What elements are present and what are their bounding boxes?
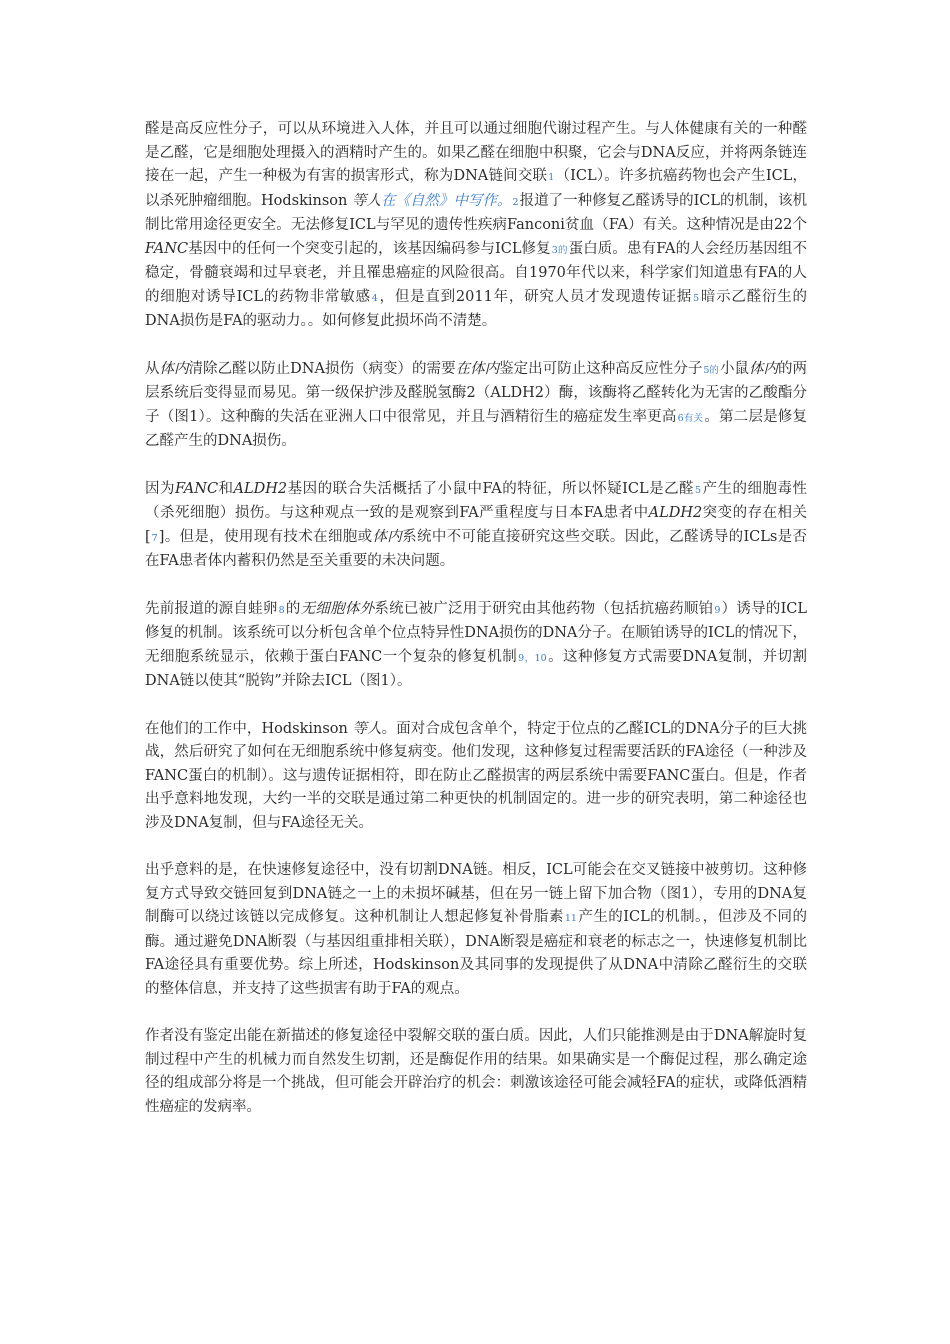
journal-link[interactable]: 在《自然》中写作。	[381, 192, 512, 209]
reference-marker[interactable]: 11	[564, 913, 577, 924]
reference-marker[interactable]: 8	[278, 604, 285, 616]
reference-marker[interactable]: 3的	[551, 244, 568, 256]
italic-term: FANC	[145, 240, 189, 257]
reference-marker[interactable]: 5	[693, 292, 700, 304]
italic-term: FANC	[174, 480, 219, 497]
reference-marker[interactable]: 6有关	[677, 412, 704, 424]
text-run: 。这种修复方式需要DNA复制，并切割DNA链以使其“脱钩”并除去ICL（图1）。	[145, 648, 807, 689]
italic-term: ALDH2	[233, 480, 288, 497]
article-body	[145, 118, 807, 1143]
italic-term: 无细胞体外	[300, 600, 375, 617]
text-run: 系统已被广泛用于研究由其他药物（包括抗癌药顺铂	[374, 600, 714, 617]
italic-term: ALDH2	[648, 505, 703, 521]
text-run: 在他们的工作中，Hodskinson	[145, 720, 353, 737]
text-run: 。第二层是修复乙醛产生的DNA损伤。	[145, 408, 808, 449]
article-paragraph	[145, 118, 807, 334]
text-run: 和	[218, 480, 234, 497]
text-run: 醛是高反应性分子，可以从环境进入人体，并且可以通过细胞代谢过程产生。与人体健康有关的一种醛是乙醛，它是细胞处理摄入的酒精时产生的。如果乙醛在细胞中积聚，它会与DNA反应，并将两条链连接在一起，产生一种极为有害的损害形式，称为DNA链间交联	[145, 121, 807, 184]
reference-marker[interactable]: 9	[714, 604, 721, 616]
article-paragraph	[145, 859, 807, 1001]
article-paragraph	[145, 718, 807, 836]
text-run: 产生的细胞毒性（杀死细胞）损伤。与这种观点一致的是观察到FA严重程度与日本FA患者中	[145, 480, 808, 521]
text-run: 基因的联合失活概括了小鼠中FA的特征，所以怀疑ICL是乙醛	[287, 480, 695, 497]
italic-term: 等人	[352, 720, 382, 737]
reference-marker[interactable]: 2	[512, 196, 519, 208]
text-run: 小鼠	[719, 360, 749, 377]
text-run: 。面对合成包含单个，特定于位点的乙醛ICL的DNA分子的巨大挑战，然后研究了如何在无细胞系统中修复病变。他们发现，这种修复过程需要活跃的FA途径（一种涉及FANC蛋白的机制）。这与遗传证据相符，即在防止乙醛损害的两层系统中需要FANC蛋白。但是，作者出乎意料地发现，大约一半的交联是通过第二种更快的机制固定的。进一步的研究表明，第二种途径也涉及DNA复制，但与FA途径无关。	[145, 720, 808, 831]
text-run: 报道了一种修复乙醛诱导的ICL的机制，该机制比常用途径更安全。无法修复ICL与罕见的遗传性疾病Fanconi贫血（FA）有关。这种情况是由22个	[145, 192, 808, 233]
italic-term: 体内	[748, 360, 778, 377]
article-paragraph	[145, 1025, 807, 1119]
article-paragraph	[145, 478, 807, 574]
text-run: ]。但是，使用现有技术在细胞或	[158, 528, 373, 545]
text-run: 因为	[145, 480, 175, 497]
text-run: 的两层系统后变得显而易见。第一级保护涉及醛脱氢酶2（ALDH2）酶，该酶将乙醛转化为无害的乙酸酯分子（图1）。这种酶的失活在亚洲人口中很常见，并且与酒精衍生的癌症发生率更高	[145, 360, 808, 425]
article-paragraph	[145, 598, 807, 694]
reference-marker[interactable]: 7	[151, 532, 158, 544]
italic-term: 在体内	[455, 360, 500, 377]
italic-term: 体内	[372, 528, 403, 545]
italic-term: 体内	[159, 360, 189, 377]
text-run: 蛋白质。患有FA的人会经历基因组不稳定，骨髓衰竭和过早衰老，并且罹患癌症的风险很高。自1970年代以来，科学家们知道患有FA的人的细胞对诱导ICL的药物非常敏感	[145, 240, 808, 305]
reference-marker[interactable]: 5的	[703, 364, 719, 376]
text-run: ）诱导的ICL修复的机制。该系统可以分析包含单个位点特异性DNA损伤的DNA分子。在顺铂诱导的ICL的情况下，无细胞系统显示，依赖于蛋白FANC一个复杂的修复机制	[145, 600, 808, 665]
reference-marker[interactable]: 5	[695, 484, 702, 496]
article-paragraph	[145, 358, 807, 454]
text-run: （ICL）。许多抗癌药物也会产生ICL，以杀死肿瘤细胞。Hodskinson	[145, 168, 807, 209]
text-run: 基因中的任何一个突变引起的，该基因编码参与ICL修复	[188, 240, 551, 257]
text-run: 暗示乙醛衍生的DNA损伤是FA的驱动力。。如何修复此损坏尚不清楚。	[145, 288, 808, 329]
reference-marker[interactable]: 1	[548, 172, 555, 183]
text-run: 清除乙醛以防止DNA损伤（病变）的需要	[188, 360, 456, 377]
text-run: 作者没有鉴定出能在新描述的修复途径中裂解交联的蛋白质。因此，人们只能推测是由于DNA解旋时复制过程中产生的机械力而自然发生切割，还是酶促作用的结果。如果确实是一个酶促过程，那么确定途径的组成部分将是一个挑战，但可能会开辟治疗的机会：刺激该途径可能会减轻FA的症状，或降低酒精性癌症的发病率。	[145, 1028, 807, 1115]
text-run: 先前报道的源自蛙卵	[145, 600, 278, 617]
text-run: 突变的存在相关[	[145, 505, 808, 545]
text-run: 产生的ICL的机制。，但涉及不同的酶。通过避免DNA断裂（与基因组重排相关联），DNA断裂是癌症和衰老的标志之一，快速修复机制比FA途径具有重要优势。综上所述，Hodskinson及其同事的发现提供了从DNA中清除乙醛衍生的交联的整体信息，并支持了这些损害有助于FA的观点。	[145, 909, 807, 997]
italic-term: 等人	[351, 192, 381, 209]
reference-marker[interactable]: 9，10	[518, 652, 547, 664]
text-run: 的	[285, 600, 301, 617]
text-run: 系统中不可能直接研究这些交联。因此，乙醛诱导的ICLs是否在FA患者体内蓄积仍然是至关重要的未决问题。	[145, 528, 808, 569]
text-run: 鉴定出可防止这种高反应性分子	[499, 360, 703, 377]
text-run: 从	[145, 360, 160, 377]
reference-marker[interactable]: 4	[371, 292, 378, 304]
text-run: ，但是直到2011年，研究人员才发现遗传证据	[378, 288, 693, 305]
text-run: 出乎意料的是，在快速修复途径中，没有切割DNA链。相反，ICL可能会在交叉链接中被剪切。这种修复方式导致交链回复到DNA链之一上的未损坏碱基，但在另一链上留下加合物（图1），专用的DNA复制酶可以绕过该链以完成修复。这种机制让人想起修复补骨脂素	[145, 862, 807, 925]
